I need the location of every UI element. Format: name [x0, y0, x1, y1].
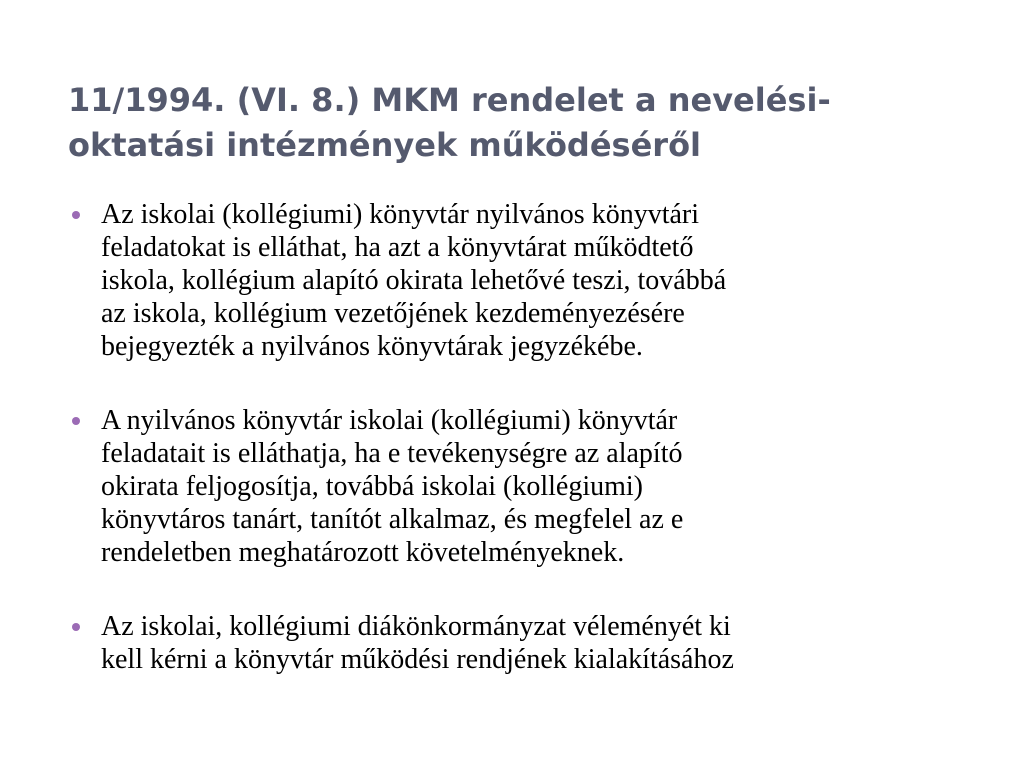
- bullet-dot-icon: [72, 417, 80, 425]
- title-line-1: 11/1994. (VI. 8.) MKM rendelet a nevelési-: [68, 81, 831, 119]
- bullet-dot-icon: [72, 211, 80, 219]
- bullet-1-line-2: feladatokat is elláthat, ha azt a könyvtárat működtető: [101, 232, 694, 263]
- bullet-1-line-3: iskola, kollégium alapító okirata lehetővé teszi, továbbá: [101, 265, 727, 296]
- bullet-item-1: [72, 198, 992, 363]
- slide-title: [68, 78, 968, 168]
- bullet-2-line-1: A nyilvános könyvtár iskolai (kollégiumi) könyvtár: [101, 405, 678, 436]
- bullet-2-line-3: okirata feljogosítja, továbbá iskolai (kollégiumi): [101, 471, 643, 502]
- bullet-3-line-2: kell kérni a könyvtár működési rendjének kialakításához: [101, 644, 734, 675]
- title-line-2: oktatási intézmények működéséről: [68, 126, 702, 164]
- bullet-2-line-5: rendeletben meghatározott követelményeknek.: [101, 537, 625, 568]
- bullet-item-3: [72, 610, 992, 676]
- bullet-dot-icon: [72, 623, 80, 631]
- bullet-list: [72, 198, 992, 676]
- bullet-2-line-4: könyvtáros tanárt, tanítót alkalmaz, és megfelel az e: [101, 504, 684, 535]
- bullet-item-2: [72, 404, 992, 569]
- bullet-3-line-1: Az iskolai, kollégiumi diákönkormányzat véleményét ki: [101, 611, 731, 642]
- bullet-2-line-2: feladatait is elláthatja, ha e tevékenységre az alapító: [101, 438, 683, 469]
- bullet-1-line-4: az iskola, kollégium vezetőjének kezdeményezésére: [101, 298, 685, 329]
- bullet-1-line-1: Az iskolai (kollégiumi) könyvtár nyilvános könyvtári: [101, 199, 700, 230]
- bullet-1-line-5: bejegyezték a nyilvános könyvtárak jegyzékébe.: [101, 331, 643, 362]
